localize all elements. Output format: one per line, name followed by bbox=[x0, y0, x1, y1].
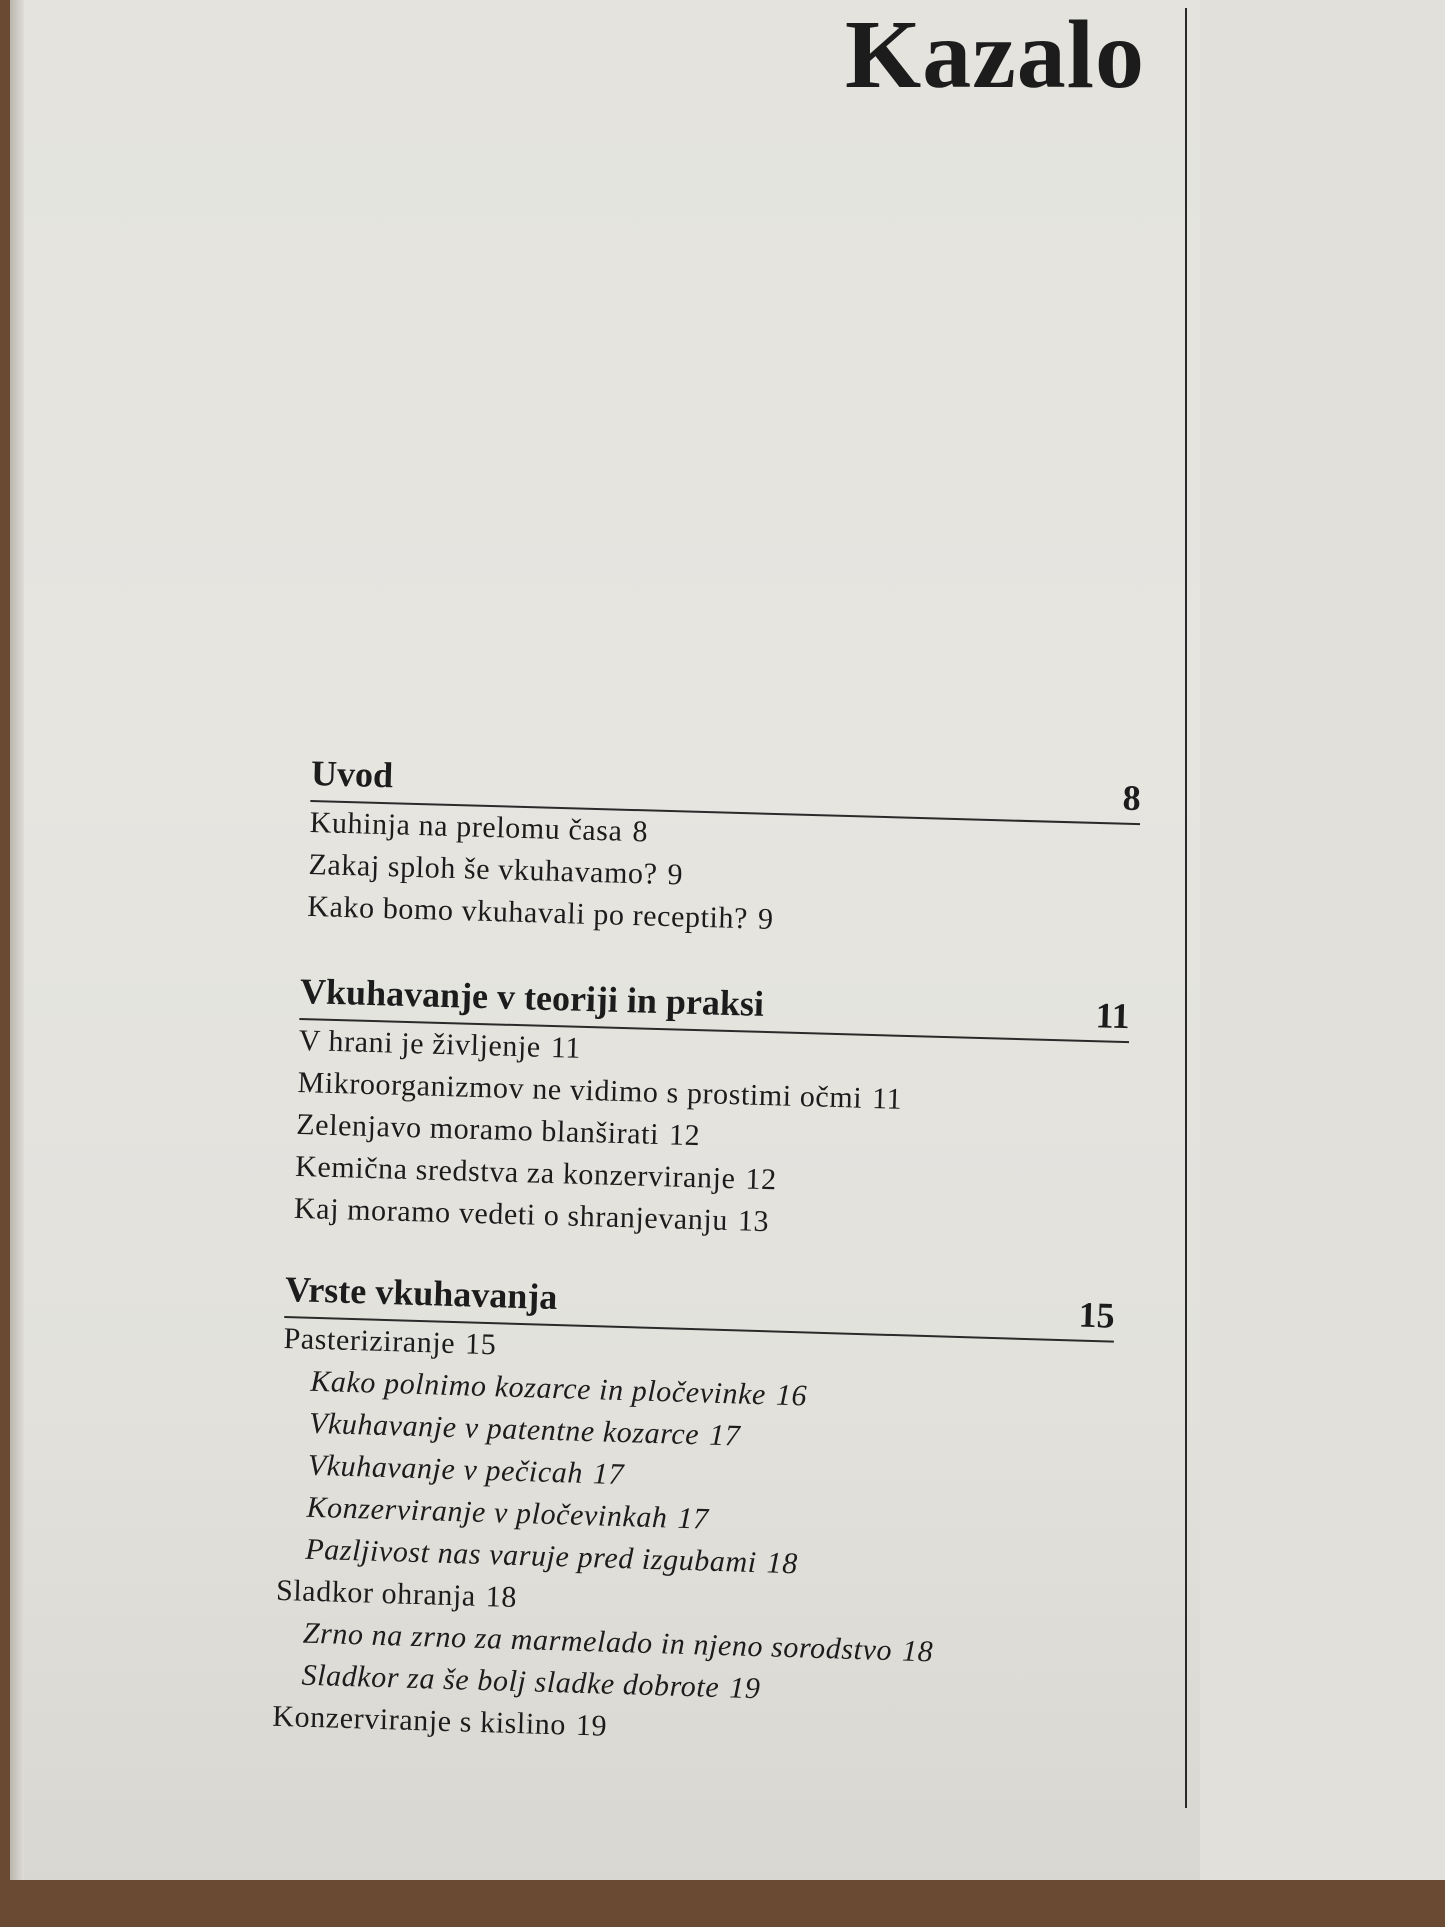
entry-page-number: 9 bbox=[757, 902, 775, 936]
entry-title: Pasteriziranje bbox=[283, 1321, 456, 1361]
toc-section-teorija bbox=[293, 960, 1130, 1253]
section-page-number: 15 bbox=[1078, 1294, 1116, 1336]
toc-section-vrste bbox=[272, 1258, 1116, 1762]
section-page-number: 11 bbox=[1095, 995, 1131, 1037]
entry-page-number: 17 bbox=[677, 1501, 710, 1536]
entry-page-number: 17 bbox=[708, 1418, 741, 1453]
facing-page-strip bbox=[1200, 0, 1445, 1880]
entry-title: Zelenjavo moramo blanširati bbox=[295, 1107, 660, 1152]
entry-page-number: 9 bbox=[667, 857, 684, 892]
entry-title: Pazljivost nas varuje pred izgubami bbox=[304, 1532, 758, 1580]
entry-page-number: 19 bbox=[575, 1708, 608, 1743]
entry-title: Sladkor za še bolj sladke dobrote bbox=[301, 1658, 720, 1705]
entry-page-number: 12 bbox=[668, 1118, 701, 1153]
entry-page-number: 18 bbox=[901, 1634, 934, 1669]
entry-title: Sladkor ohranja bbox=[275, 1573, 477, 1613]
vertical-rule bbox=[1185, 8, 1187, 1808]
entry-page-number: 16 bbox=[775, 1378, 808, 1413]
entry-page-number: 18 bbox=[485, 1580, 518, 1614]
toc-section-uvod bbox=[307, 742, 1142, 951]
entry-page-number: 15 bbox=[464, 1327, 497, 1362]
entry-title: Konzerviranje v pločevinkah bbox=[306, 1490, 669, 1535]
entry-title: Zakaj sploh še vkuhavamo? bbox=[308, 847, 658, 891]
entry-page-number: 19 bbox=[728, 1671, 761, 1706]
section-title: Vkuhavanje v teoriji in praksi bbox=[299, 970, 765, 1024]
section-page-number: 8 bbox=[1122, 777, 1142, 819]
entry-title: Vkuhavanje v pečicah bbox=[307, 1448, 584, 1490]
entry-title: V hrani je življenje bbox=[298, 1023, 542, 1064]
page-title: Kazalo bbox=[845, 1, 1145, 109]
entry-page-number: 8 bbox=[632, 814, 649, 849]
section-title: Vrste vkuhavanja bbox=[284, 1268, 558, 1318]
entry-title: Kaj moramo vedeti o shranjevanju bbox=[293, 1191, 729, 1238]
entry-page-number: 17 bbox=[592, 1457, 625, 1492]
entry-title: Mikroorganizmov ne vidimo s prostimi očmi bbox=[297, 1065, 863, 1115]
entry-title: Kako bomo vkuhavali po receptih? bbox=[306, 889, 749, 936]
entry-page-number: 11 bbox=[871, 1082, 903, 1116]
entry-page-number: 11 bbox=[550, 1031, 582, 1065]
entry-title: Zrno na zrno za marmelado in njeno sorodstvo bbox=[302, 1616, 893, 1668]
entry-page-number: 18 bbox=[766, 1546, 799, 1581]
entry-page-number: 13 bbox=[737, 1204, 770, 1239]
entry-title: Kuhinja na prelomu časa bbox=[309, 805, 623, 848]
book-page bbox=[10, 0, 1445, 1880]
section-title: Uvod bbox=[310, 752, 394, 796]
page-edge-shadow bbox=[10, 0, 24, 1880]
entry-title: Kemična sredstva za konzerviranje bbox=[294, 1149, 736, 1196]
entry-title: Kako polnimo kozarce in pločevinke bbox=[309, 1364, 767, 1412]
entry-page-number: 12 bbox=[745, 1162, 778, 1197]
entry-title: Konzerviranje s kislino bbox=[271, 1699, 567, 1742]
entry-title: Vkuhavanje v patentne kozarce bbox=[308, 1406, 700, 1452]
